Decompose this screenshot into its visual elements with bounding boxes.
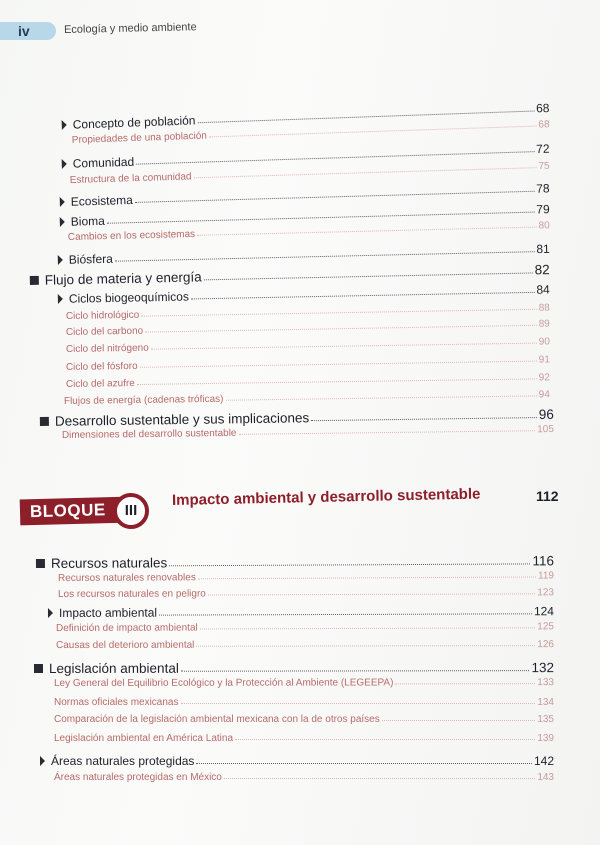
- toc-entry-text: Impacto ambiental: [58, 605, 158, 620]
- toc-entry-text: Ecosistema: [70, 192, 134, 209]
- toc-entry-text: Los recursos naturales en peligro: [57, 588, 206, 600]
- toc-entry-text: Comparación de la legislación ambiental mexicana con la de otros países: [54, 714, 380, 725]
- toc-entry-text: Normas oficiales mexicanas: [54, 697, 179, 708]
- toc-entry-text: Desarrollo sustentable y sus implicaciones: [54, 410, 310, 429]
- toc-entry-page: 84: [536, 282, 550, 297]
- toc-entry-page: 79: [536, 202, 550, 217]
- dot-leader: [235, 739, 535, 740]
- toc-entry-page: 72: [535, 141, 550, 157]
- toc-entry-page: 132: [531, 660, 554, 676]
- toc-entry-page: 134: [537, 697, 554, 708]
- toc-entry-page: 88: [538, 302, 550, 314]
- toc-entry-text: Concepto de población: [72, 113, 196, 132]
- dot-leader: [169, 563, 530, 566]
- toc-entry-page: 81: [536, 241, 550, 257]
- toc-entry-label: [56, 623, 198, 634]
- toc-entry-page: 68: [538, 119, 550, 131]
- toc-entry-page: 68: [535, 100, 550, 116]
- bloque-label: BLOQUE: [20, 497, 131, 526]
- toc-entry-page: 116: [532, 553, 554, 569]
- square-bullet-icon: [36, 559, 45, 568]
- toc-entry-label: [54, 697, 179, 708]
- dot-leader: [159, 613, 532, 615]
- bloque-title: Impacto ambiental y desarrollo sustentable: [171, 485, 481, 509]
- toc-entry-page: 133: [537, 677, 554, 689]
- toc-entry-text: Flujo de materia y energía: [44, 269, 202, 288]
- toc-entry-text: Legislación ambiental: [48, 660, 179, 676]
- dot-leader: [198, 576, 536, 579]
- toc-entry-text: Ciclo del nitrógeno: [65, 342, 149, 355]
- toc-entry-text: Estructura de la comunidad: [69, 171, 192, 186]
- toc-entry-page: 119: [537, 570, 554, 582]
- toc-entry-label: [48, 606, 157, 620]
- toc-entry-text: Definición de impacto ambiental: [55, 622, 198, 634]
- toc-entry-text: Propiedades de una población: [71, 130, 208, 146]
- toc-entry: [54, 677, 554, 689]
- toc-entry-page: 89: [538, 318, 550, 330]
- toc-entry: [34, 660, 554, 676]
- dot-leader: [196, 763, 532, 764]
- toc-entry-page: 82: [534, 262, 550, 278]
- dot-leader: [382, 720, 536, 721]
- toc-entry: [54, 714, 554, 725]
- toc-entry-page: 142: [533, 754, 554, 768]
- toc-entry: [36, 553, 554, 571]
- toc-entry-text: Legislación ambiental en América Latina: [54, 733, 233, 744]
- toc-entry-text: Ley General del Equilibrio Ecológico y la Protección al Ambiente (LEGEEPA): [53, 677, 394, 689]
- toc-entry-page: 143: [537, 772, 554, 783]
- toc-entry-label: [56, 640, 194, 651]
- page-number: iv: [18, 23, 30, 39]
- toc-entry-text: Bioma: [70, 213, 106, 229]
- dot-leader: [208, 593, 535, 595]
- dot-leader: [200, 627, 536, 629]
- toc-entry-page: 123: [537, 587, 554, 599]
- toc-entry: [54, 733, 554, 744]
- dot-leader: [181, 670, 530, 672]
- toc-entry-page: 124: [533, 604, 554, 619]
- toc-entry-page: 80: [538, 220, 550, 232]
- toc-entry: [54, 697, 554, 708]
- toc-entry-label: [54, 772, 222, 783]
- toc-entry: [54, 772, 554, 783]
- dot-leader: [224, 778, 535, 779]
- toc-entry-text: Causas del deterioro ambiental: [55, 639, 195, 651]
- toc-entry-label: [54, 714, 380, 725]
- dot-leader: [181, 703, 536, 704]
- toc-entry: [56, 621, 554, 634]
- toc-entry-text: Ciclo hidrológico: [65, 309, 140, 322]
- toc-entry-text: Flujos de energía (cadenas tróficas): [63, 393, 224, 407]
- toc-entry-text: Ciclo del carbono: [65, 325, 144, 338]
- toc-entry-page: 94: [538, 389, 550, 401]
- toc-entry-page: 125: [537, 621, 554, 633]
- toc-entry-text: Áreas naturales protegidas en México: [54, 772, 222, 783]
- toc-entry-text: Dimensiones del desarrollo sustentable: [61, 427, 237, 441]
- dot-leader: [395, 683, 535, 684]
- toc-entry-page: 78: [536, 181, 550, 196]
- toc-entry-text: Cambios en los ecosistemas: [67, 228, 196, 243]
- toc-entry-page: 96: [538, 406, 554, 423]
- toc-entry-text: Recursos naturales renovables: [57, 572, 196, 584]
- running-title: Ecología y medio ambiente: [63, 21, 197, 36]
- toc-entry-text: Ciclo del azufre: [65, 378, 135, 390]
- square-bullet-icon: [34, 664, 43, 673]
- toc-entry: [40, 754, 554, 768]
- toc-entry: [48, 604, 554, 620]
- toc-entry-page: 90: [538, 336, 550, 348]
- toc-entry-page: 105: [537, 423, 554, 436]
- toc-entry-page: 126: [537, 639, 554, 651]
- toc-entry-page: 91: [538, 354, 550, 366]
- toc-entry-text: Comunidad: [72, 154, 135, 171]
- toc-entry-page: 135: [537, 714, 554, 725]
- toc-entry-page: 75: [538, 160, 550, 173]
- toc-entry-label: [34, 661, 179, 676]
- bloque-number-badge: III: [113, 493, 149, 529]
- toc-entry-label: [58, 588, 206, 600]
- toc-entry-text: Biósfera: [68, 251, 114, 267]
- toc-entry: [56, 639, 554, 651]
- toc-entry-text: Ciclos biogeoquímicos: [68, 289, 190, 306]
- toc-entry-label: [40, 754, 194, 768]
- triangle-bullet-icon: [48, 608, 53, 618]
- dot-leader: [196, 645, 535, 647]
- toc-entry-text: Recursos naturales: [50, 555, 168, 571]
- toc-entry-page: 92: [538, 372, 550, 384]
- toc-entry-text: Áreas naturales protegidas: [51, 754, 195, 768]
- triangle-bullet-icon: [40, 756, 45, 766]
- toc-entry-label: [36, 555, 167, 571]
- toc-entry-text: Ciclo del fósforo: [65, 360, 138, 373]
- toc-entry: [58, 570, 554, 584]
- bloque-page-number: 112: [536, 488, 559, 504]
- toc-entry-label: [54, 733, 233, 744]
- toc-entry-page: 139: [537, 733, 554, 744]
- toc-entry-label: [54, 677, 393, 689]
- toc-entry-label: [58, 572, 196, 584]
- toc-entry: [58, 587, 554, 600]
